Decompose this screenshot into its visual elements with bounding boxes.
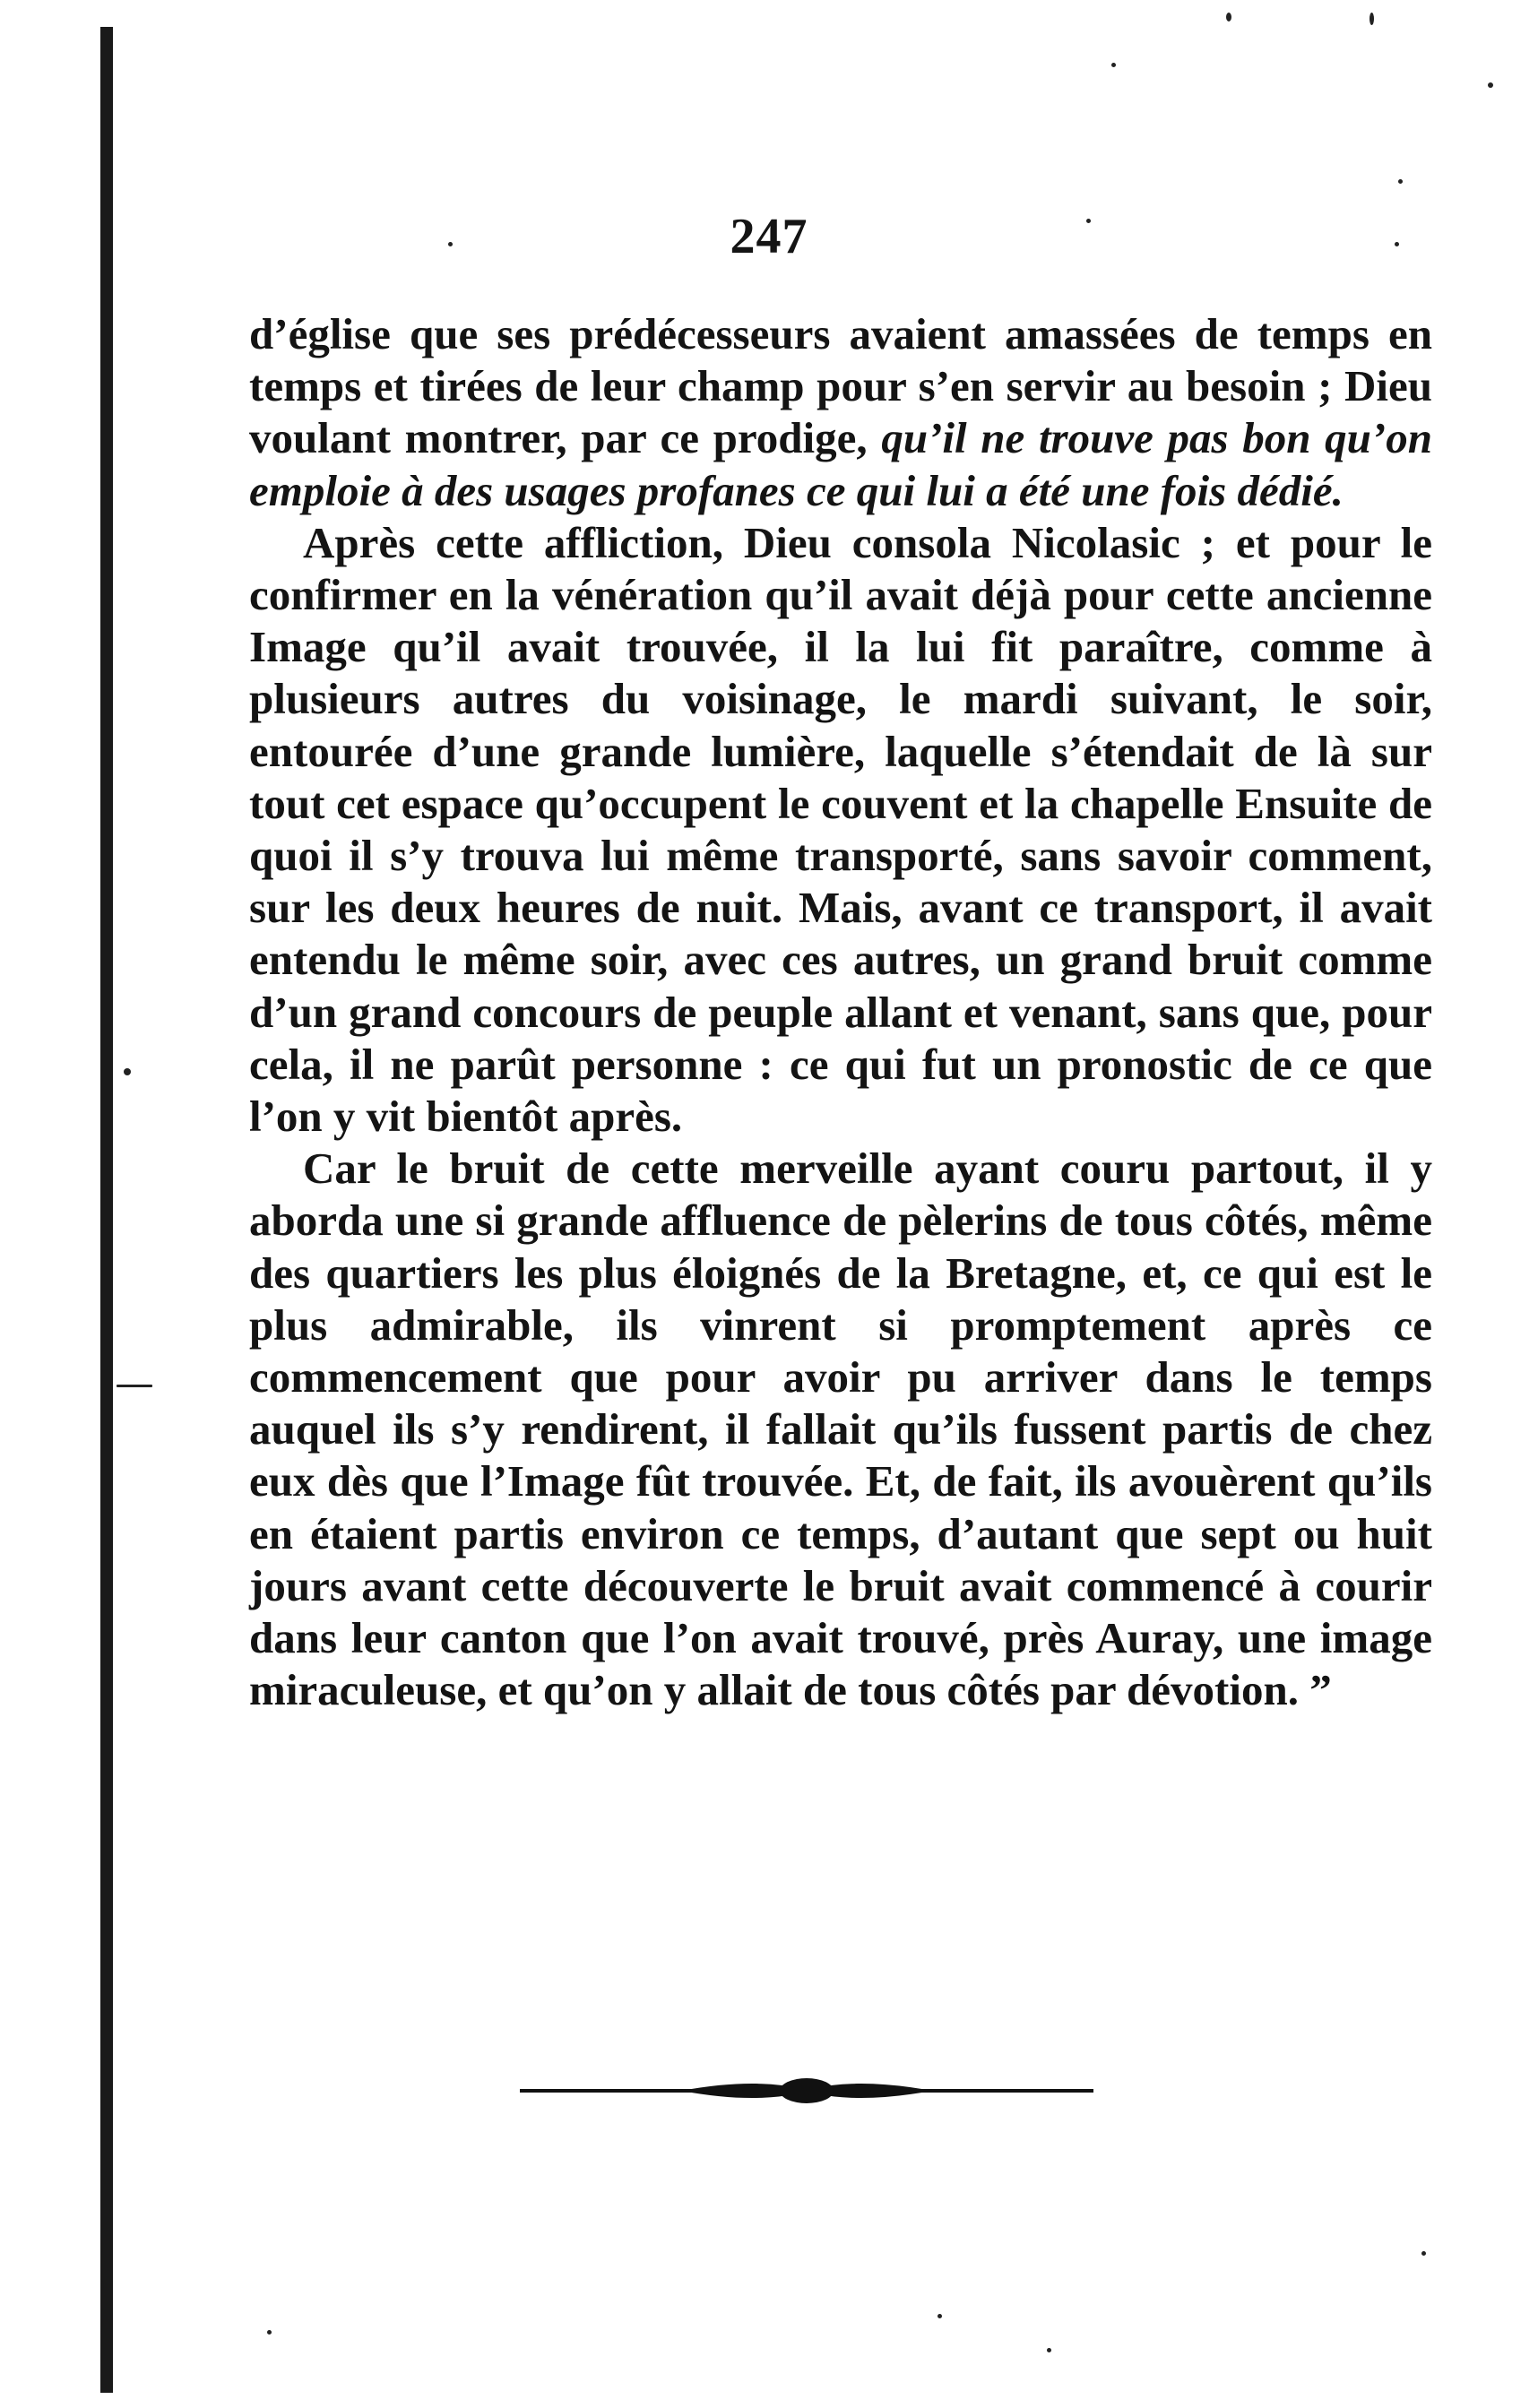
body-text [249,308,1432,1716]
scan-speck [1047,2348,1051,2352]
scan-speck [448,242,453,246]
page-number: 247 [730,209,808,264]
paragraph [249,517,1432,1143]
scan-speck [117,1385,152,1387]
binding-edge-line [100,27,113,2393]
scan-speck [1421,2251,1426,2256]
scan-speck [937,2314,942,2318]
scan-speck [1111,63,1116,67]
scan-speck [1488,82,1493,88]
scan-speck [267,2330,272,2335]
text-run: Après cette affliction, Dieu consola Nicolasic ; et pour le confirmer en la vénération qu’il avait déjà pour cette ancienne Image qu’il avait trouvée, il la lui fit paraître, comme à plusieurs autres du voisinage, le mardi suivant, le soir, entourée d’une grande lumière, laquelle s’étendait de là sur tout cet espace qu’occupent le couvent et la chapelle Ensuite de quoi il s’y trouva lui même transporté, sans savoir comment, sur les deux heures de nuit. Mais, avant ce transport, il avait entendu le même soir, avec ces autres, un grand bruit comme d’un grand concours de peuple allant et venant, sans que, pour cela, il ne parût personne : ce qui fut un pronostic de ce que l’on y vit bientôt après. [249,517,1432,1142]
paragraph [249,308,1432,517]
scan-speck [1395,242,1399,246]
text-run: Car le bruit de cette merveille ayant couru partout, il y aborda une si grande affluence de pèlerins de tous côtés, même des quartiers les plus éloignés de la Bretagne, et, ce qui est le plus admirable, ils vinrent si promptement après ce commencement que pour avoir pu arriver dans le temps auquel ils s’y rendirent, il fallait qu’ils fussent partis de chez eux dès que l’Image fût trouvée. Et, de fait, ils avouèrent qu’ils en étaient partis environ ce temps, d’autant que sept ou huit jours avant cette découverte le bruit avait commencé à courir dans leur canton que l’on avait trouvé, près Auray, une image miraculeuse, et qu’on y allait de tous côtés par dévotion. ” [249,1144,1432,1715]
italic-text: qu’il ne trouve pas bon qu’on emploie à des usages profanes ce qui lui a été une fois dédié. [249,413,1432,515]
scan-speck [1226,13,1231,22]
ornament-divider [520,2076,1093,2106]
scan-speck [124,1068,131,1075]
text-run: d’église que ses prédécesseurs avaient amassées de temps en temps et tirées de leur champ pour s’en servir au besoin ; Dieu voulant montrer, par ce prodige, [249,309,1432,463]
paragraph [249,1143,1432,1716]
scan-speck [1398,179,1403,184]
scan-speck [1086,219,1091,223]
scan-speck [1370,13,1374,25]
